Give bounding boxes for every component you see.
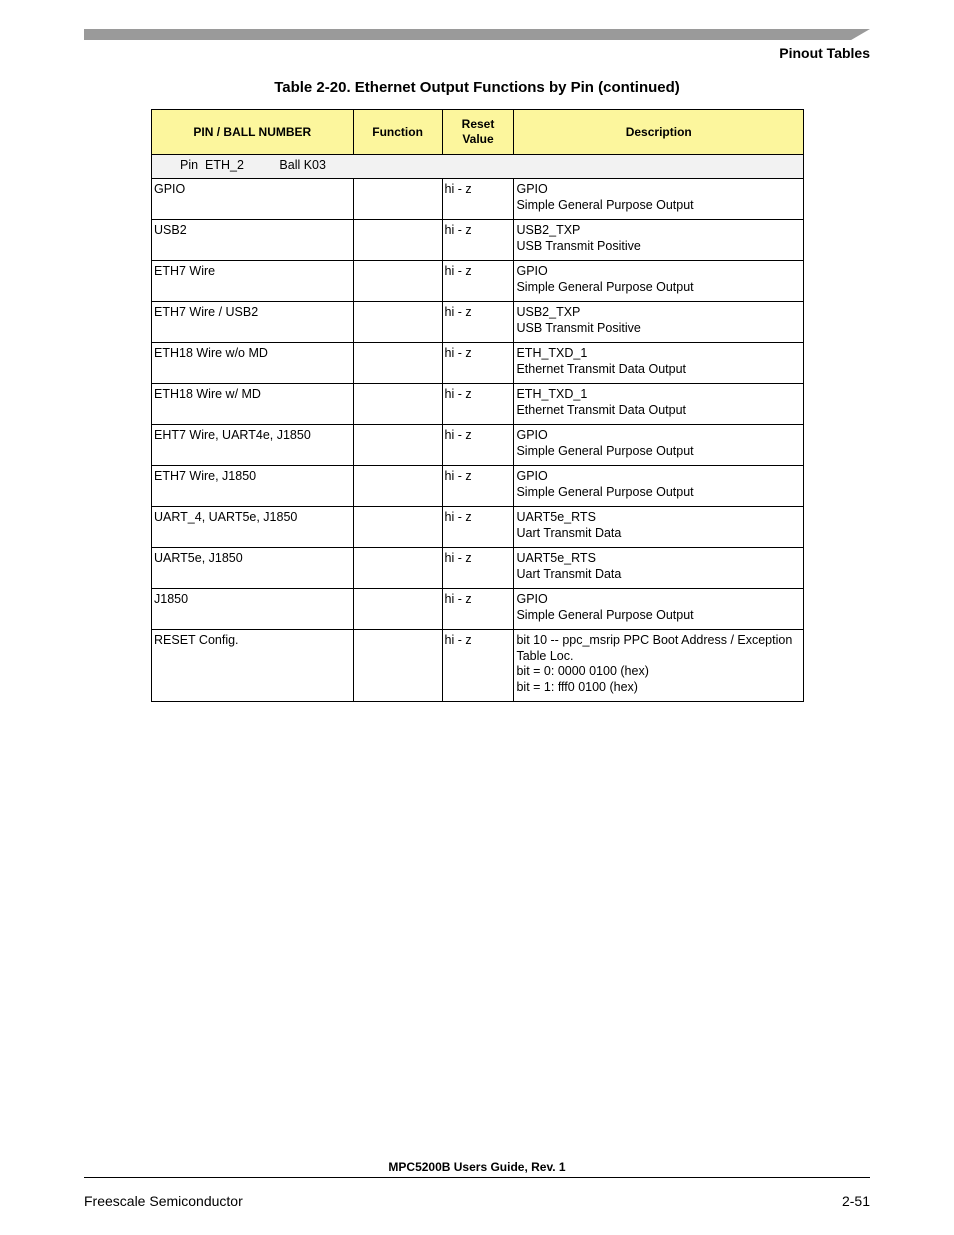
table-header-row xyxy=(152,110,804,155)
description-line: UART5e_RTS xyxy=(516,510,596,524)
function-cell xyxy=(353,343,442,384)
description-cell xyxy=(514,179,804,220)
header-reset-value xyxy=(442,110,514,155)
description-line: bit = 0: 0000 0100 (hex) xyxy=(516,664,649,678)
function-cell xyxy=(353,179,442,220)
description-line: bit 10 -- ppc_msrip PPC Boot Address / Exception Table Loc. xyxy=(516,633,793,663)
function-cell xyxy=(353,220,442,261)
function-cell xyxy=(353,302,442,343)
description-line: GPIO xyxy=(516,592,548,606)
description-cell xyxy=(514,425,804,466)
description-cell xyxy=(514,507,804,548)
company-name: Freescale Semiconductor xyxy=(84,1193,243,1209)
function-cell xyxy=(353,384,442,425)
description-line: Ethernet Transmit Data Output xyxy=(516,361,686,376)
ball-label: Ball K03 xyxy=(279,158,326,172)
description-line: USB2_TXP xyxy=(516,305,581,319)
description-line: USB Transmit Positive xyxy=(516,238,641,253)
reset-value-cell: hi - z xyxy=(442,507,514,548)
pin-cell-name: RESET Config. xyxy=(152,630,354,702)
pin-cell-name: ETH18 Wire w/o MD xyxy=(152,343,354,384)
header-reset-value-label: Reset Value xyxy=(461,117,495,146)
pin-cell-name: EHT7 Wire, UART4e, J1850 xyxy=(152,425,354,466)
description-line: ETH_TXD_1 xyxy=(516,387,588,401)
pin-cell-name: ETH18 Wire w/ MD xyxy=(152,384,354,425)
table-row xyxy=(152,630,804,702)
doc-title: MPC5200B Users Guide, Rev. 1 xyxy=(388,1160,566,1174)
description-line: GPIO xyxy=(516,182,548,196)
description-line: GPIO xyxy=(516,264,548,278)
description-cell xyxy=(514,630,804,702)
table-row xyxy=(152,302,804,343)
header-function: Function xyxy=(353,110,442,155)
reset-value-cell: hi - z xyxy=(442,548,514,589)
description-line: Ethernet Transmit Data Output xyxy=(516,402,686,417)
function-cell xyxy=(353,425,442,466)
table-row xyxy=(152,466,804,507)
table-row xyxy=(152,179,804,220)
reset-value-cell: hi - z xyxy=(442,343,514,384)
description-line: USB Transmit Positive xyxy=(516,320,641,335)
pin-cell-name: J1850 xyxy=(152,589,354,630)
reset-value-cell: hi - z xyxy=(442,630,514,702)
description-cell xyxy=(514,261,804,302)
pin-row xyxy=(152,155,804,179)
reset-value-cell: hi - z xyxy=(442,261,514,302)
reset-value-cell: hi - z xyxy=(442,425,514,466)
description-line: UART5e_RTS xyxy=(516,551,596,565)
header-bar xyxy=(84,29,870,40)
reset-value-cell: hi - z xyxy=(442,384,514,425)
description-line: USB2_TXP xyxy=(516,223,581,237)
table-caption: Table 2-20. Ethernet Output Functions by Pin (continued) xyxy=(274,79,680,96)
description-line: bit = 1: fff0 0100 (hex) xyxy=(516,679,638,694)
description-line: Simple General Purpose Output xyxy=(516,607,694,622)
table-row xyxy=(152,220,804,261)
description-line: Uart Transmit Data xyxy=(516,566,622,581)
page-number: 2-51 xyxy=(841,1193,870,1209)
table-row xyxy=(152,507,804,548)
table-row xyxy=(152,343,804,384)
pin-cell-name: ETH7 Wire, J1850 xyxy=(152,466,354,507)
table-row xyxy=(152,384,804,425)
function-cell xyxy=(353,548,442,589)
description-line: Simple General Purpose Output xyxy=(516,197,694,212)
reset-value-cell: hi - z xyxy=(442,220,514,261)
function-cell xyxy=(353,589,442,630)
pin-cell-name: USB2 xyxy=(152,220,354,261)
pinout-table xyxy=(151,109,804,702)
description-line: Simple General Purpose Output xyxy=(516,279,694,294)
function-cell xyxy=(353,466,442,507)
description-line: GPIO xyxy=(516,469,548,483)
function-cell xyxy=(353,261,442,302)
header-pin-ball-number: PIN / BALL NUMBER xyxy=(152,110,354,155)
pin-label: Pin ETH_2 xyxy=(180,158,244,172)
table-row xyxy=(152,425,804,466)
table-row xyxy=(152,589,804,630)
pin-cell-name: GPIO xyxy=(152,179,354,220)
description-cell xyxy=(514,548,804,589)
function-cell xyxy=(353,630,442,702)
function-cell xyxy=(353,507,442,548)
pin-cell-name: ETH7 Wire xyxy=(152,261,354,302)
description-line: Uart Transmit Data xyxy=(516,525,622,540)
reset-value-cell: hi - z xyxy=(442,179,514,220)
description-line: Simple General Purpose Output xyxy=(516,484,694,499)
pin-cell-name: UART_4, UART5e, J1850 xyxy=(152,507,354,548)
description-cell xyxy=(514,466,804,507)
description-line: ETH_TXD_1 xyxy=(516,346,588,360)
description-cell xyxy=(514,343,804,384)
description-cell xyxy=(514,220,804,261)
reset-value-cell: hi - z xyxy=(442,466,514,507)
pin-cell-name: UART5e, J1850 xyxy=(152,548,354,589)
description-cell xyxy=(514,589,804,630)
pin-cell-name: ETH7 Wire / USB2 xyxy=(152,302,354,343)
reset-value-cell: hi - z xyxy=(442,302,514,343)
description-line: Simple General Purpose Output xyxy=(516,443,694,458)
table-row xyxy=(152,548,804,589)
header-description: Description xyxy=(514,110,804,155)
pin-cell xyxy=(152,155,804,179)
description-cell xyxy=(514,302,804,343)
section-title: Pinout Tables xyxy=(779,45,870,61)
footer-rule xyxy=(84,1177,870,1178)
description-line: GPIO xyxy=(516,428,548,442)
table-row xyxy=(152,261,804,302)
description-cell xyxy=(514,384,804,425)
reset-value-cell: hi - z xyxy=(442,589,514,630)
